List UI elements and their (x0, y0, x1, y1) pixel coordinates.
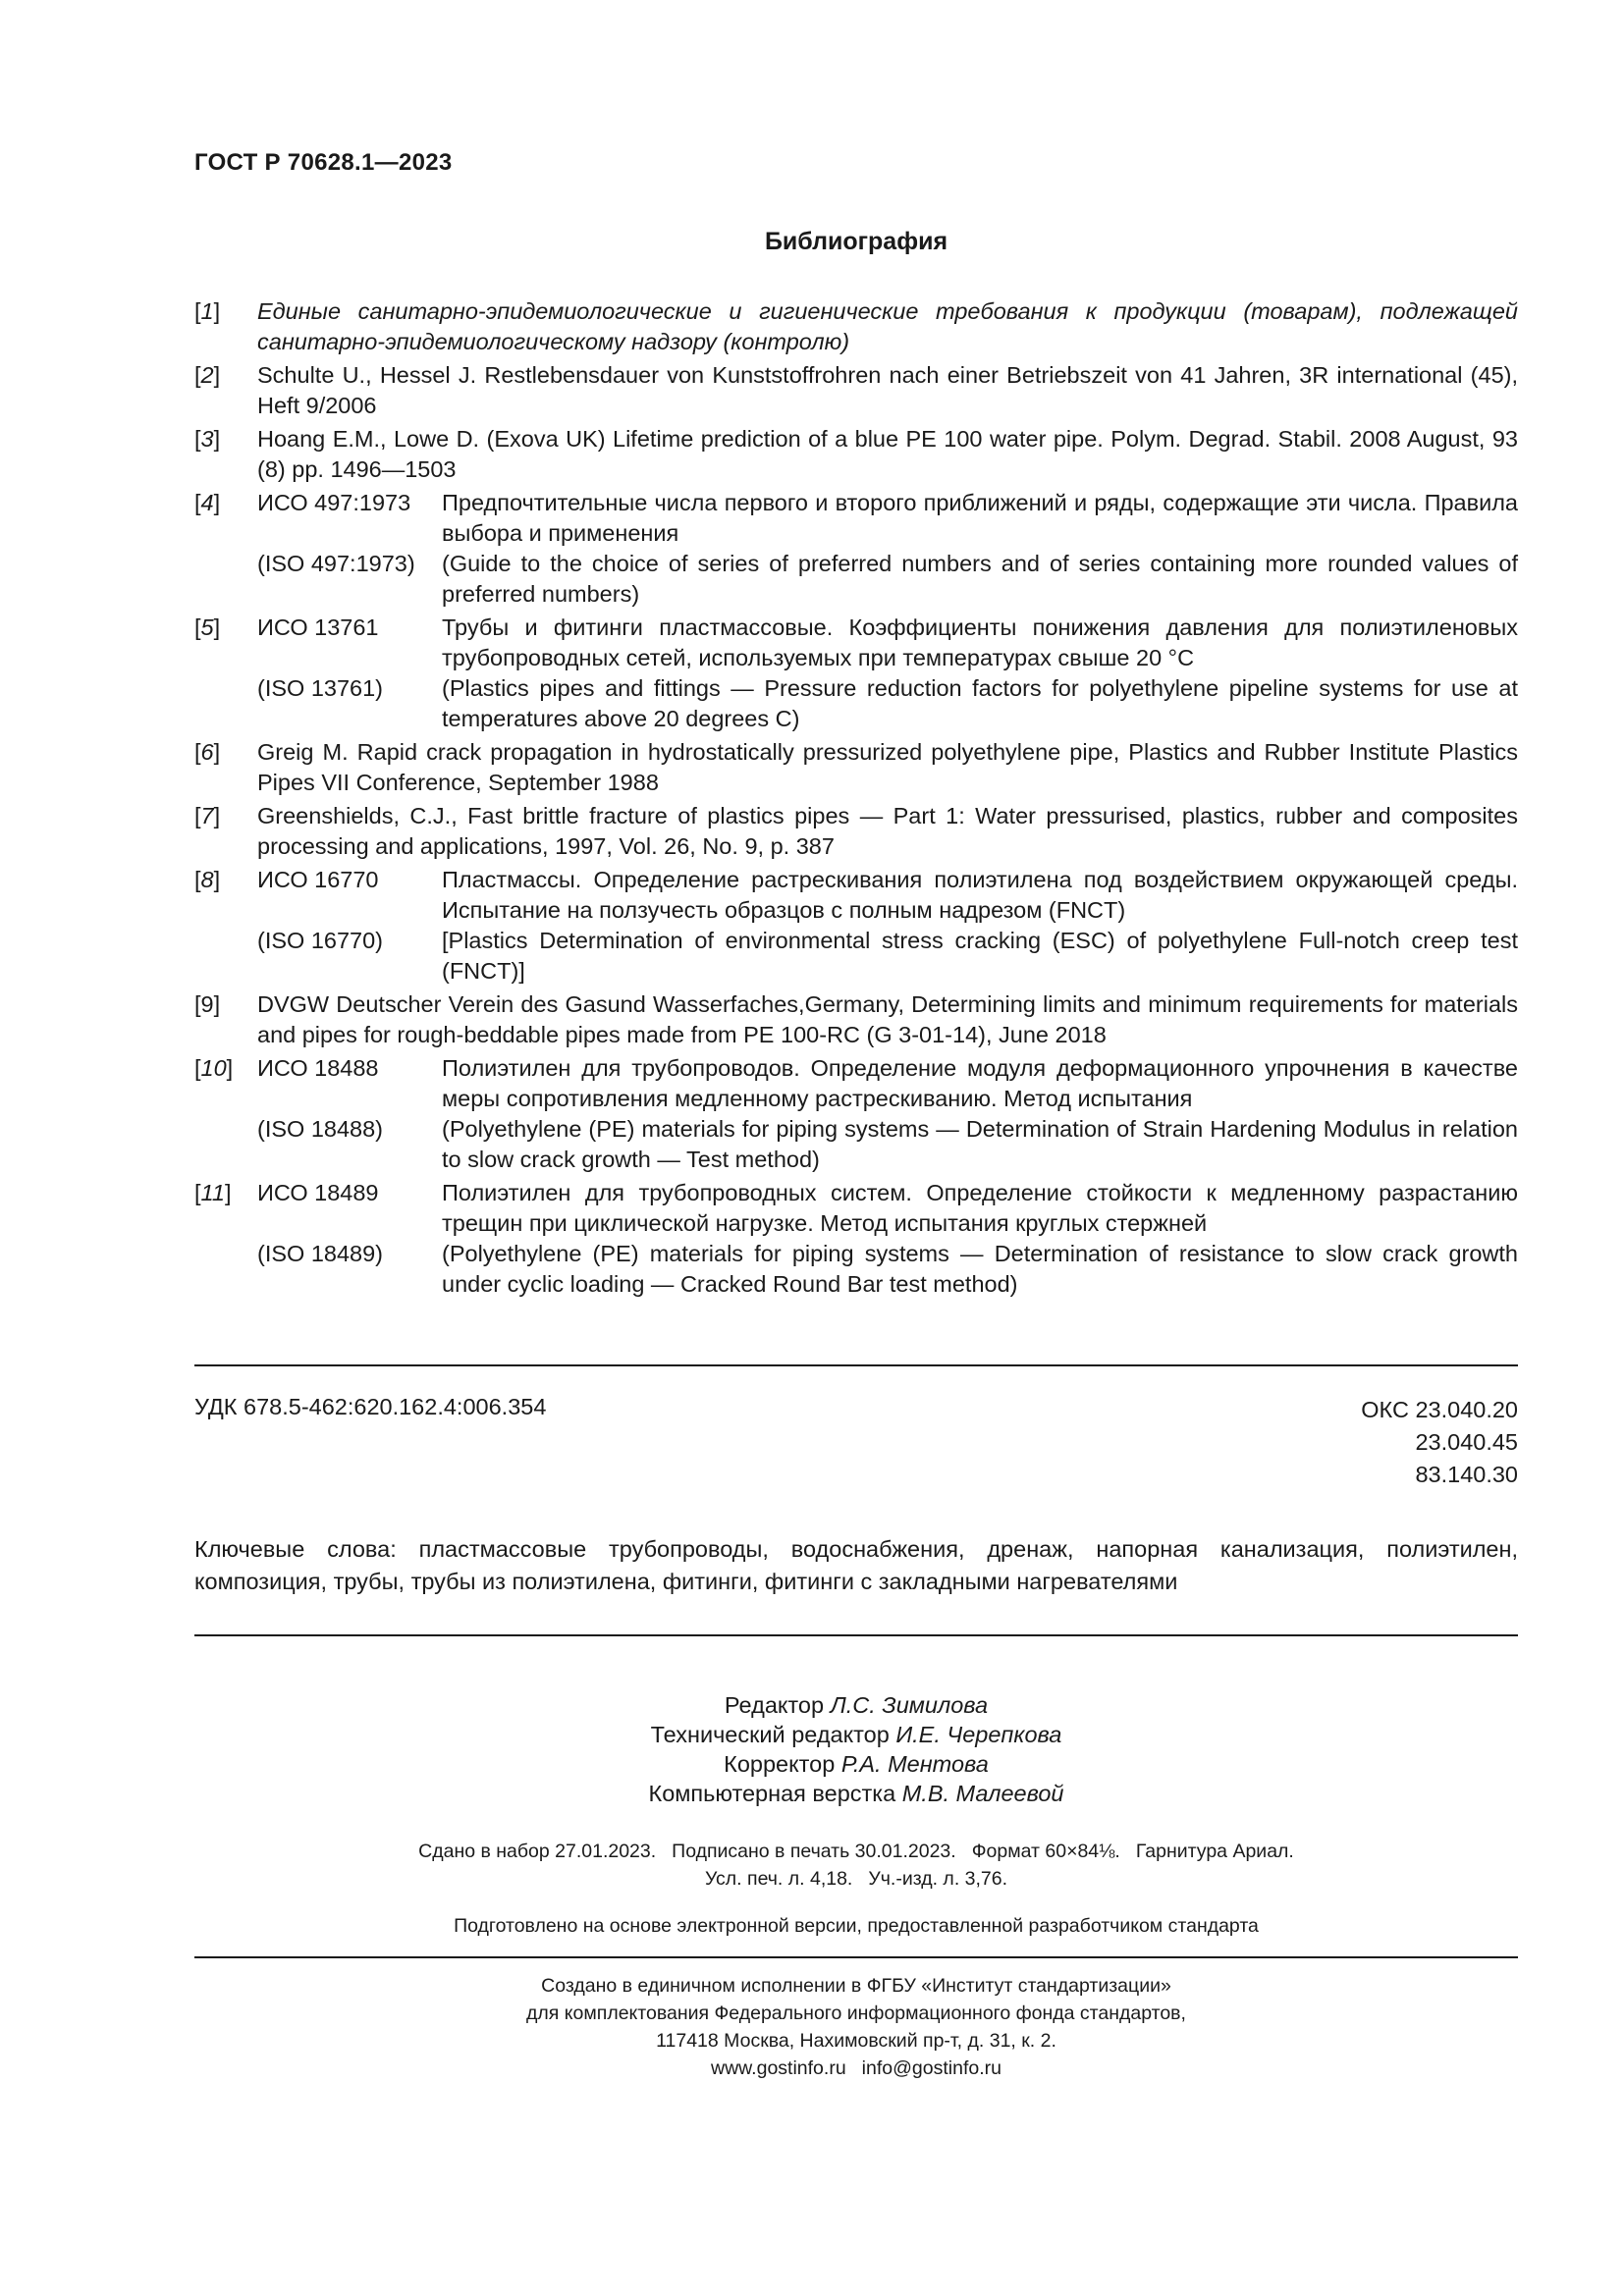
standard-code: ИСО 18489 (257, 1180, 379, 1205)
bibliography-entry (194, 865, 1518, 987)
oks-code: 23.040.45 (1415, 1429, 1518, 1455)
oks-code: 23.040.20 (1415, 1397, 1518, 1422)
bibliography-entry (194, 989, 1518, 1050)
standard-code-iso: (ISO 18489) (257, 1241, 384, 1266)
bibliography-entry (194, 296, 1518, 357)
editorial-staff (194, 1690, 1518, 1808)
document-code: ГОСТ Р 70628.1—2023 (194, 149, 453, 176)
entry-text: Единые санитарно-эпидемиологические и гигиенические требования к продукции (товарам), подлежащей санитарно-эпидемиологическому надзору (контролю) (257, 298, 1518, 354)
entry-text: Schulte U., Hessel J. Restlebensdauer von Kunststoffrohren nach einer Betriebszeit von 41 Jahren, 3R international (45), Heft 9/2006 (257, 362, 1518, 418)
standard-title: Трубы и фитинги пластмассовые. Коэффициенты понижения давления для полиэтиленовых трубопроводных сетей, используемых при температурах свыше 20 °С (442, 614, 1518, 670)
oks-code: 83.140.30 (1415, 1462, 1518, 1487)
standard-code-iso: (ISO 13761) (257, 675, 384, 701)
entry-text: Hoang E.M., Lowe D. (Exova UK) Lifetime prediction of a blue PE 100 water pipe. Polym. Degrad. Stabil. 2008 August, 93 (8) pp. 1496—1503 (257, 426, 1518, 482)
print-info-line: Усл. печ. л. 4,18. Уч.-изд. л. 3,76. (704, 1868, 1008, 1890)
entry-number: [3] (194, 426, 221, 452)
keywords: Ключевые слова: пластмассовые трубопроводы, водоснабжения, дренаж, напорная канализация, полиэтилен, композиция, трубы, трубы из полиэтилена, фитинги, фитинги с закладными нагревателями (194, 1536, 1518, 1594)
entry-number: [8] (194, 867, 221, 892)
publisher-contacts (194, 2055, 1518, 2082)
standard-code-iso: (ISO 16770) (257, 928, 384, 953)
bibliography-entry (194, 737, 1518, 798)
bibliography-entry (194, 801, 1518, 862)
entry-text: Greenshields, C.J., Fast brittle fracture of plastics pipes — Part 1: Water pressurised, plastics, rubber and composites processing and applications, 1997, Vol. 26, No. 9, p. 387 (257, 803, 1518, 859)
bibliography-entry (194, 1053, 1518, 1175)
bibliography-entry (194, 613, 1518, 734)
publisher-line: 117418 Москва, Нахимовский пр-т, д. 31, к. 2. (656, 2030, 1056, 2052)
print-info (194, 1838, 1518, 1893)
publisher-info (194, 1972, 1518, 2082)
standard-title-iso: (Plastics pipes and fittings — Pressure reduction factors for polyethylene pipeline systems for use at temperatures above 20 degrees C) (442, 675, 1518, 731)
standard-code: ИСО 18488 (257, 1055, 379, 1081)
bibliography-entry (194, 360, 1518, 421)
oks-codes (1361, 1394, 1518, 1491)
editor-line: Компьютерная верстка М.В. Малеевой (648, 1781, 1064, 1806)
entry-number: [7] (194, 803, 221, 828)
bibliography-title: Библиография (764, 228, 948, 255)
standard-code: ИСО 16770 (257, 867, 379, 892)
entry-text: DVGW Deutscher Verein des Gasund Wasserfaches,Germany, Determining limits and minimum requirements for materials and pipes for rough-beddable pipes made from PE 100-RC (G 3-01-14), June 2018 (257, 991, 1518, 1047)
bibliography-list (194, 296, 1518, 1303)
bibliography-entry (194, 424, 1518, 485)
editor-line: Корректор Р.А. Ментова (724, 1751, 989, 1777)
standard-code-iso: (ISO 18488) (257, 1116, 384, 1142)
udk-code: УДК 678.5-462:620.162.4:006.354 (194, 1394, 547, 1419)
entry-number: [5] (194, 614, 221, 640)
website-link[interactable]: www.gostinfo.ru (711, 2057, 846, 2079)
standard-title-iso: (Polyethylene (PE) materials for piping systems — Determination of resistance to slow crack growth under cyclic loading — Cracked Round Bar test method) (442, 1241, 1518, 1297)
entry-text: Greig M. Rapid crack propagation in hydrostatically pressurized polyethylene pipe, Plastics and Rubber Institute Plastics Pipes VII Conference, September 1988 (257, 739, 1518, 795)
entry-number: [4] (194, 490, 221, 515)
editor-line: Редактор Л.С. Зимилова (724, 1692, 989, 1718)
standard-title: Пластмассы. Определение растрескивания полиэтилена под воздействием окружающей среды. Испытание на ползучесть образцов с полным надрезом (FNCT) (442, 867, 1518, 923)
divider-line (194, 1364, 1518, 1366)
standard-title: Полиэтилен для трубопроводных систем. Определение стойкости к медленному разрастанию трещин при циклической нагрузке. Метод испытания круглых стержней (442, 1180, 1518, 1236)
prepared-note: Подготовлено на основе электронной версии, предоставленной разработчиком стандарта (454, 1915, 1259, 1937)
print-info-line: Сдано в набор 27.01.2023. Подписано в печать 30.01.2023. Формат 60×84⅛. Гарнитура Ариал. (418, 1841, 1294, 1862)
editor-line: Технический редактор И.Е. Черепкова (650, 1722, 1062, 1747)
publisher-line: Создано в единичном исполнении в ФГБУ «Институт стандартизации» (541, 1975, 1171, 1997)
oks-label: ОКС (1361, 1397, 1409, 1422)
entry-number: [11] (194, 1180, 232, 1205)
entry-number: [1] (194, 298, 221, 324)
publisher-line: для комплектования Федерального информационного фонда стандартов, (526, 2002, 1186, 2024)
entry-number: [6] (194, 739, 221, 765)
bibliography-entry (194, 488, 1518, 610)
standard-title-iso: (Guide to the choice of series of preferred numbers and of series containing more rounded values of preferred numbers) (442, 551, 1518, 607)
standard-title: Предпочтительные числа первого и второго приближений и ряды, содержащие эти числа. Правила выбора и применения (442, 490, 1518, 546)
entry-number: [10] (194, 1055, 234, 1081)
entry-number: [2] (194, 362, 221, 388)
standard-code-iso: (ISO 497:1973) (257, 551, 415, 576)
bibliography-entry (194, 1178, 1518, 1300)
standard-code: ИСО 13761 (257, 614, 379, 640)
standard-code: ИСО 497:1973 (257, 490, 411, 515)
standard-title-iso: [Plastics Determination of environmental stress cracking (ESC) of polyethylene Full-notch creep test (FNCT)] (442, 928, 1518, 984)
entry-number: [9] (194, 991, 221, 1017)
standard-title: Полиэтилен для трубопроводов. Определение модуля деформационного упрочнения в качестве меры сопротивления медленному растрескиванию. Метод испытания (442, 1055, 1518, 1111)
divider-line (194, 1956, 1518, 1958)
standard-title-iso: (Polyethylene (PE) materials for piping systems — Determination of Strain Hardening Modulus in relation to slow crack growth — Test method) (442, 1116, 1518, 1172)
email-link[interactable]: info@gostinfo.ru (861, 2057, 1001, 2079)
divider-line (194, 1634, 1518, 1636)
